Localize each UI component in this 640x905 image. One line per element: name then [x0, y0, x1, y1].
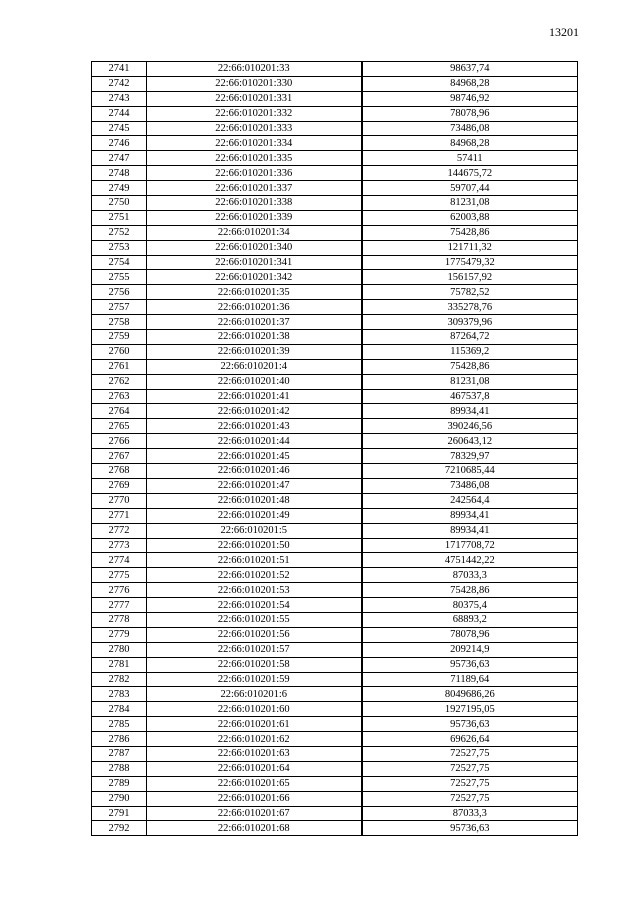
- cadastral-number-cell: 22:66:010201:36: [147, 300, 362, 315]
- cadastral-value-cell: 78329,97: [362, 449, 578, 464]
- table-row: [92, 493, 578, 508]
- row-number-cell: 2781: [92, 657, 147, 672]
- cadastral-value-cell: 78078,96: [362, 627, 578, 642]
- cadastral-value-cell: 121711,32: [362, 240, 578, 255]
- cadastral-number-cell: 22:66:010201:339: [147, 210, 362, 225]
- row-number-cell: 2792: [92, 821, 147, 836]
- cadastral-number-cell: 22:66:010201:56: [147, 627, 362, 642]
- table-row: [92, 776, 578, 791]
- cadastral-value-cell: 89934,41: [362, 404, 578, 419]
- row-number-cell: 2760: [92, 344, 147, 359]
- table-row: [92, 389, 578, 404]
- cadastral-number-cell: 22:66:010201:43: [147, 419, 362, 434]
- cadastral-number-cell: 22:66:010201:50: [147, 538, 362, 553]
- cadastral-number-cell: 22:66:010201:47: [147, 478, 362, 493]
- row-number-cell: 2789: [92, 776, 147, 791]
- cadastral-number-cell: 22:66:010201:55: [147, 612, 362, 627]
- table-row: [92, 300, 578, 315]
- table-row: [92, 523, 578, 538]
- cadastral-value-cell: 95736,63: [362, 821, 578, 836]
- row-number-cell: 2758: [92, 315, 147, 330]
- cadastral-value-cell: 62003,88: [362, 210, 578, 225]
- row-number-cell: 2765: [92, 419, 147, 434]
- cadastral-number-cell: 22:66:010201:42: [147, 404, 362, 419]
- row-number-cell: 2763: [92, 389, 147, 404]
- cadastral-value-cell: 87033,3: [362, 806, 578, 821]
- cadastral-number-cell: 22:66:010201:45: [147, 449, 362, 464]
- row-number-cell: 2755: [92, 270, 147, 285]
- table-row: [92, 121, 578, 136]
- cadastral-number-cell: 22:66:010201:49: [147, 508, 362, 523]
- row-number-cell: 2788: [92, 761, 147, 776]
- cadastral-number-cell: 22:66:010201:35: [147, 285, 362, 300]
- cadastral-value-cell: 75428,86: [362, 359, 578, 374]
- cadastral-value-cell: 7210685,44: [362, 464, 578, 479]
- cadastral-value-cell: 73486,08: [362, 478, 578, 493]
- row-number-cell: 2768: [92, 464, 147, 479]
- row-number-cell: 2744: [92, 106, 147, 121]
- cadastral-number-cell: 22:66:010201:60: [147, 702, 362, 717]
- cadastral-value-cell: 390246,56: [362, 419, 578, 434]
- cadastral-value-cell: 156157,92: [362, 270, 578, 285]
- table-row: [92, 627, 578, 642]
- cadastral-number-cell: 22:66:010201:33: [147, 62, 362, 77]
- cadastral-number-cell: 22:66:010201:54: [147, 598, 362, 613]
- row-number-cell: 2771: [92, 508, 147, 523]
- row-number-cell: 2780: [92, 642, 147, 657]
- table-row: [92, 315, 578, 330]
- cadastral-value-cell: 84968,28: [362, 76, 578, 91]
- page-number: 13201: [549, 25, 579, 39]
- cadastral-value-cell: 95736,63: [362, 657, 578, 672]
- row-number-cell: 2746: [92, 136, 147, 151]
- cadastral-number-cell: 22:66:010201:337: [147, 181, 362, 196]
- cadastral-value-cell: 75428,86: [362, 225, 578, 240]
- row-number-cell: 2787: [92, 746, 147, 761]
- table-row: [92, 583, 578, 598]
- cadastral-value-cell: 72527,75: [362, 761, 578, 776]
- table-row: [92, 687, 578, 702]
- row-number-cell: 2752: [92, 225, 147, 240]
- table-row: [92, 746, 578, 761]
- cadastral-value-cell: 209214,9: [362, 642, 578, 657]
- cadastral-value-cell: 69626,64: [362, 732, 578, 747]
- cadastral-value-cell: 87264,72: [362, 330, 578, 345]
- table-row: [92, 181, 578, 196]
- cadastral-value-cell: 71189,64: [362, 672, 578, 687]
- cadastral-number-cell: 22:66:010201:38: [147, 330, 362, 345]
- table-row: [92, 404, 578, 419]
- table-row: [92, 478, 578, 493]
- cadastral-number-cell: 22:66:010201:6: [147, 687, 362, 702]
- table-row: [92, 419, 578, 434]
- table-row: [92, 761, 578, 776]
- table-row: [92, 91, 578, 106]
- table-row: [92, 255, 578, 270]
- cadastral-number-cell: 22:66:010201:57: [147, 642, 362, 657]
- cadastral-number-cell: 22:66:010201:46: [147, 464, 362, 479]
- table-row: [92, 806, 578, 821]
- row-number-cell: 2777: [92, 598, 147, 613]
- row-number-cell: 2779: [92, 627, 147, 642]
- cadastral-value-cell: 68893,2: [362, 612, 578, 627]
- table-row: [92, 642, 578, 657]
- cadastral-value-cell: 89934,41: [362, 523, 578, 538]
- cadastral-number-cell: 22:66:010201:334: [147, 136, 362, 151]
- row-number-cell: 2757: [92, 300, 147, 315]
- cadastral-value-cell: 260643,12: [362, 434, 578, 449]
- row-number-cell: 2785: [92, 717, 147, 732]
- cadastral-number-cell: 22:66:010201:332: [147, 106, 362, 121]
- cadastral-value-cell: 81231,08: [362, 196, 578, 211]
- cadastral-number-cell: 22:66:010201:330: [147, 76, 362, 91]
- table-row: [92, 821, 578, 836]
- cadastral-number-cell: 22:66:010201:39: [147, 344, 362, 359]
- table-row: [92, 464, 578, 479]
- cadastral-value-cell: 467537,8: [362, 389, 578, 404]
- cadastral-number-cell: 22:66:010201:5: [147, 523, 362, 538]
- row-number-cell: 2786: [92, 732, 147, 747]
- cadastral-number-cell: 22:66:010201:64: [147, 761, 362, 776]
- table-row: [92, 538, 578, 553]
- cadastral-value-cell: 95736,63: [362, 717, 578, 732]
- cadastral-value-cell: 87033,3: [362, 568, 578, 583]
- cadastral-number-cell: 22:66:010201:65: [147, 776, 362, 791]
- cadastral-number-cell: 22:66:010201:62: [147, 732, 362, 747]
- table-row: [92, 449, 578, 464]
- table-row: [92, 717, 578, 732]
- row-number-cell: 2762: [92, 374, 147, 389]
- cadastral-value-cell: 84968,28: [362, 136, 578, 151]
- row-number-cell: 2751: [92, 210, 147, 225]
- table-row: [92, 598, 578, 613]
- cadastral-value-cell: 98637,74: [362, 62, 578, 77]
- cadastral-number-cell: 22:66:010201:333: [147, 121, 362, 136]
- cadastral-number-cell: 22:66:010201:340: [147, 240, 362, 255]
- row-number-cell: 2761: [92, 359, 147, 374]
- row-number-cell: 2745: [92, 121, 147, 136]
- cadastral-number-cell: 22:66:010201:48: [147, 493, 362, 508]
- cadastral-value-cell: 144675,72: [362, 166, 578, 181]
- cadastral-number-cell: 22:66:010201:59: [147, 672, 362, 687]
- row-number-cell: 2753: [92, 240, 147, 255]
- table-row: [92, 240, 578, 255]
- cadastral-number-cell: 22:66:010201:336: [147, 166, 362, 181]
- table-row: [92, 344, 578, 359]
- cadastral-value-cell: 8049686,26: [362, 687, 578, 702]
- row-number-cell: 2784: [92, 702, 147, 717]
- cadastral-number-cell: 22:66:010201:338: [147, 196, 362, 211]
- cadastral-number-cell: 22:66:010201:40: [147, 374, 362, 389]
- table-row: [92, 210, 578, 225]
- table-row: [92, 285, 578, 300]
- row-number-cell: 2750: [92, 196, 147, 211]
- table-row: [92, 374, 578, 389]
- cadastral-number-cell: 22:66:010201:341: [147, 255, 362, 270]
- table-row: [92, 76, 578, 91]
- row-number-cell: 2776: [92, 583, 147, 598]
- row-number-cell: 2775: [92, 568, 147, 583]
- table-body: [92, 62, 578, 836]
- cadastral-number-cell: 22:66:010201:41: [147, 389, 362, 404]
- cadastral-value-cell: 98746,92: [362, 91, 578, 106]
- cadastral-number-cell: 22:66:010201:4: [147, 359, 362, 374]
- table-row: [92, 702, 578, 717]
- cadastral-number-cell: 22:66:010201:58: [147, 657, 362, 672]
- row-number-cell: 2754: [92, 255, 147, 270]
- table-row: [92, 106, 578, 121]
- row-number-cell: 2767: [92, 449, 147, 464]
- cadastral-number-cell: 22:66:010201:51: [147, 553, 362, 568]
- table-row: [92, 791, 578, 806]
- row-number-cell: 2764: [92, 404, 147, 419]
- row-number-cell: 2747: [92, 151, 147, 166]
- cadastral-number-cell: 22:66:010201:68: [147, 821, 362, 836]
- row-number-cell: 2769: [92, 478, 147, 493]
- cadastral-value-cell: 115369,2: [362, 344, 578, 359]
- table-row: [92, 196, 578, 211]
- cadastral-number-cell: 22:66:010201:335: [147, 151, 362, 166]
- cadastral-number-cell: 22:66:010201:44: [147, 434, 362, 449]
- cadastral-value-cell: 1927195,05: [362, 702, 578, 717]
- row-number-cell: 2791: [92, 806, 147, 821]
- row-number-cell: 2742: [92, 76, 147, 91]
- row-number-cell: 2772: [92, 523, 147, 538]
- cadastral-number-cell: 22:66:010201:53: [147, 583, 362, 598]
- row-number-cell: 2774: [92, 553, 147, 568]
- cadastral-number-cell: 22:66:010201:37: [147, 315, 362, 330]
- cadastral-value-cell: 72527,75: [362, 776, 578, 791]
- cadastral-value-cell: 80375,4: [362, 598, 578, 613]
- row-number-cell: 2778: [92, 612, 147, 627]
- table-row: [92, 166, 578, 181]
- cadastral-number-cell: 22:66:010201:34: [147, 225, 362, 240]
- table-row: [92, 553, 578, 568]
- cadastral-value-cell: 57411: [362, 151, 578, 166]
- table-row: [92, 62, 578, 77]
- table-row: [92, 225, 578, 240]
- cadastral-value-cell: 75428,86: [362, 583, 578, 598]
- row-number-cell: 2756: [92, 285, 147, 300]
- cadastral-value-cell: 335278,76: [362, 300, 578, 315]
- table-row: [92, 434, 578, 449]
- cadastral-value-cell: 1775479,32: [362, 255, 578, 270]
- row-number-cell: 2766: [92, 434, 147, 449]
- table-row: [92, 151, 578, 166]
- table-row: [92, 359, 578, 374]
- cadastral-number-cell: 22:66:010201:52: [147, 568, 362, 583]
- cadastral-value-cell: 309379,96: [362, 315, 578, 330]
- table-row: [92, 672, 578, 687]
- table-row: [92, 508, 578, 523]
- table-row: [92, 136, 578, 151]
- table-row: [92, 568, 578, 583]
- row-number-cell: 2770: [92, 493, 147, 508]
- cadastral-number-cell: 22:66:010201:67: [147, 806, 362, 821]
- row-number-cell: 2743: [92, 91, 147, 106]
- cadastral-number-cell: 22:66:010201:66: [147, 791, 362, 806]
- cadastral-number-cell: 22:66:010201:63: [147, 746, 362, 761]
- cadastral-value-cell: 89934,41: [362, 508, 578, 523]
- cadastral-value-cell: 81231,08: [362, 374, 578, 389]
- row-number-cell: 2783: [92, 687, 147, 702]
- cadastral-value-cell: 73486,08: [362, 121, 578, 136]
- cadastral-number-cell: 22:66:010201:342: [147, 270, 362, 285]
- row-number-cell: 2782: [92, 672, 147, 687]
- cadastral-value-cell: 1717708,72: [362, 538, 578, 553]
- cadastral-value-cell: 72527,75: [362, 746, 578, 761]
- table-row: [92, 612, 578, 627]
- cadastral-value-table: [91, 61, 578, 836]
- row-number-cell: 2773: [92, 538, 147, 553]
- cadastral-value-cell: 4751442,22: [362, 553, 578, 568]
- cadastral-value-cell: 75782,52: [362, 285, 578, 300]
- cadastral-number-cell: 22:66:010201:331: [147, 91, 362, 106]
- row-number-cell: 2748: [92, 166, 147, 181]
- table-row: [92, 270, 578, 285]
- cadastral-value-cell: 72527,75: [362, 791, 578, 806]
- row-number-cell: 2749: [92, 181, 147, 196]
- cadastral-value-cell: 242564,4: [362, 493, 578, 508]
- table-row: [92, 657, 578, 672]
- row-number-cell: 2790: [92, 791, 147, 806]
- table-row: [92, 330, 578, 345]
- row-number-cell: 2759: [92, 330, 147, 345]
- cadastral-number-cell: 22:66:010201:61: [147, 717, 362, 732]
- table-row: [92, 732, 578, 747]
- row-number-cell: 2741: [92, 62, 147, 77]
- cadastral-value-cell: 78078,96: [362, 106, 578, 121]
- cadastral-value-cell: 59707,44: [362, 181, 578, 196]
